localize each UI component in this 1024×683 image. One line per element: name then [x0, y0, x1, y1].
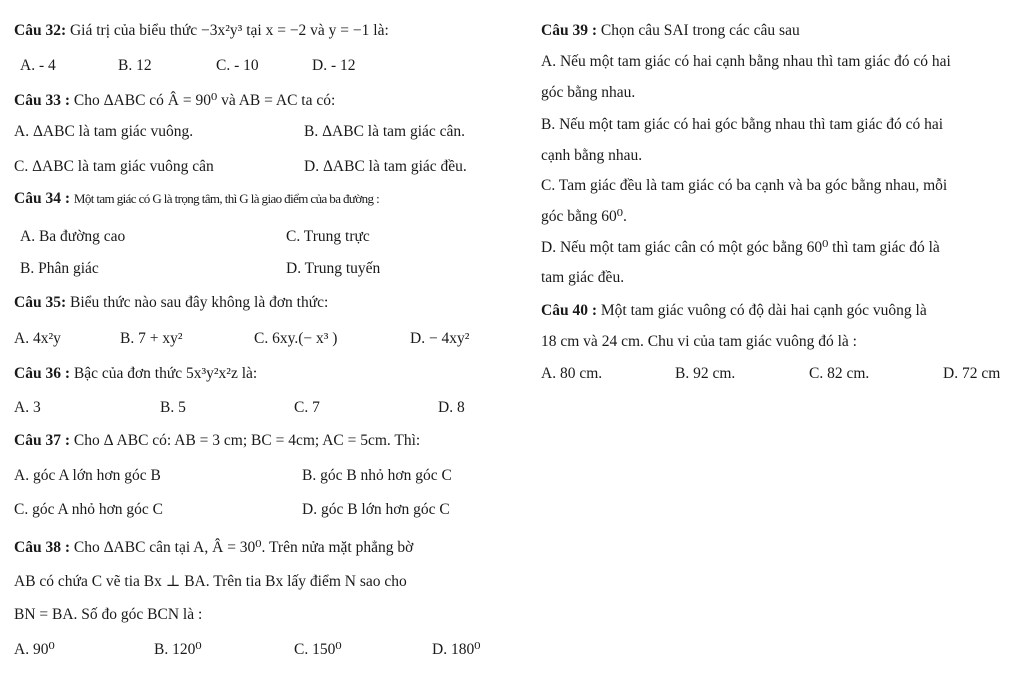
q38-text-line3: BN = BA. Số đo góc BCN là :	[14, 606, 203, 623]
q35-option-a: A. 4x²y	[14, 330, 61, 347]
q40-option-a: A. 80 cm.	[541, 365, 603, 382]
q32-option-d: D. - 12	[312, 57, 356, 74]
q38-label: Câu 38 :	[14, 539, 70, 556]
q36-option-a: A. 3	[14, 399, 41, 416]
q39-option-b-line2: cạnh bằng nhau.	[541, 147, 643, 164]
q36-label: Câu 36 :	[14, 365, 70, 382]
q39-question	[541, 22, 800, 40]
q37-option-c: C. góc A nhỏ hơn góc C	[14, 501, 163, 518]
q36-question	[14, 365, 257, 383]
q37-text: Cho Δ ABC có: AB = 3 cm; BC = 4cm; AC = 5cm. Thì:	[73, 432, 421, 449]
q33-text: Cho ΔABC có Â = 90⁰ và AB = AC ta có:	[73, 92, 336, 109]
q36-option-b: B. 5	[160, 399, 186, 416]
q34-option-c: C. Trung trực	[286, 228, 370, 245]
q39-label: Câu 39 :	[541, 22, 597, 39]
q32-option-c: C. - 10	[216, 57, 259, 74]
q36-option-d: D. 8	[438, 399, 465, 416]
q34-option-d: D. Trung tuyến	[286, 260, 381, 277]
q39-option-a-line1: A. Nếu một tam giác có hai cạnh bằng nhau thì tam giác đó có hai	[541, 53, 951, 70]
q32-text: Giá trị của biểu thức −3x²y³ tại x = −2 và y = −1 là:	[69, 22, 389, 39]
q34-option-b: B. Phân giác	[20, 260, 99, 277]
q33-label: Câu 33 :	[14, 92, 70, 109]
q39-text: Chọn câu SAI trong các câu sau	[600, 22, 800, 39]
q34-option-a: A. Ba đường cao	[20, 228, 126, 245]
q37-question	[14, 432, 420, 450]
q37-option-d: D. góc B lớn hơn góc C	[302, 501, 450, 518]
q40-option-c: C. 82 cm.	[809, 365, 870, 382]
q40-label: Câu 40 :	[541, 302, 597, 319]
q37-option-a: A. góc A lớn hơn góc B	[14, 467, 161, 484]
q38-question	[14, 538, 413, 557]
q35-label: Câu 35:	[14, 294, 67, 311]
q39-option-d-line1: D. Nếu một tam giác cân có một góc bằng 60⁰ thì tam giác đó là	[541, 239, 940, 256]
q34-label: Câu 34 :	[14, 190, 70, 207]
q40-option-b: B. 92 cm.	[675, 365, 736, 382]
q34-question	[14, 190, 379, 208]
q39-option-b-line1: B. Nếu một tam giác có hai góc bằng nhau thì tam giác đó có hai	[541, 116, 944, 133]
q33-option-c: C. ΔABC là tam giác vuông cân	[14, 158, 214, 175]
q33-option-b: B. ΔABC là tam giác cân.	[304, 123, 466, 140]
q32-label: Câu 32:	[14, 22, 67, 39]
q38-option-a: A. 90⁰	[14, 641, 55, 658]
q32-option-a: A. - 4	[20, 57, 56, 74]
q38-text-line1: Cho ΔABC cân tại A, Â = 30⁰. Trên nửa mặt phẳng bờ	[73, 539, 414, 556]
q32-option-b: B. 12	[118, 57, 152, 74]
q40-text-line1: Một tam giác vuông có độ dài hai cạnh góc vuông là	[600, 302, 927, 319]
q39-option-d-line2: tam giác đều.	[541, 269, 625, 286]
q32-question	[14, 22, 389, 40]
q34-text: Một tam giác có G là trọng tâm, thì G là giao điểm của ba đường :	[73, 191, 380, 206]
q33-option-d: D. ΔABC là tam giác đều.	[304, 158, 467, 175]
q35-option-d: D. − 4xy²	[410, 330, 470, 347]
q39-option-c-line2: góc bằng 60⁰.	[541, 208, 627, 225]
q35-question	[14, 294, 328, 312]
q33-question	[14, 91, 335, 110]
q35-option-c: C. 6xy.(− x³ )	[254, 330, 338, 347]
q39-option-a-line2: góc bằng nhau.	[541, 84, 636, 101]
q39-option-c-line1: C. Tam giác đều là tam giác có ba cạnh và ba góc bằng nhau, mỗi	[541, 177, 948, 194]
q35-option-b: B. 7 + xy²	[120, 330, 183, 347]
q38-option-d: D. 180⁰	[432, 641, 481, 658]
q40-text-line2: 18 cm và 24 cm. Chu vi của tam giác vuông đó là :	[541, 333, 857, 350]
q35-text: Biểu thức nào sau đây không là đơn thức:	[69, 294, 329, 311]
q36-text: Bậc của đơn thức 5x³y²x²z là:	[73, 365, 258, 382]
q37-option-b: B. góc B nhỏ hơn góc C	[302, 467, 452, 484]
q40-option-d: D. 72 cm	[943, 365, 1001, 382]
q33-option-a: A. ΔABC là tam giác vuông.	[14, 123, 194, 140]
q40-question	[541, 302, 927, 320]
q38-option-c: C. 150⁰	[294, 641, 342, 658]
q37-label: Câu 37 :	[14, 432, 70, 449]
q38-text-line2: AB có chứa C vẽ tia Bx ⊥ BA. Trên tia Bx lấy điểm N sao cho	[14, 573, 407, 590]
q36-option-c: C. 7	[294, 399, 320, 416]
q38-option-b: B. 120⁰	[154, 641, 202, 658]
